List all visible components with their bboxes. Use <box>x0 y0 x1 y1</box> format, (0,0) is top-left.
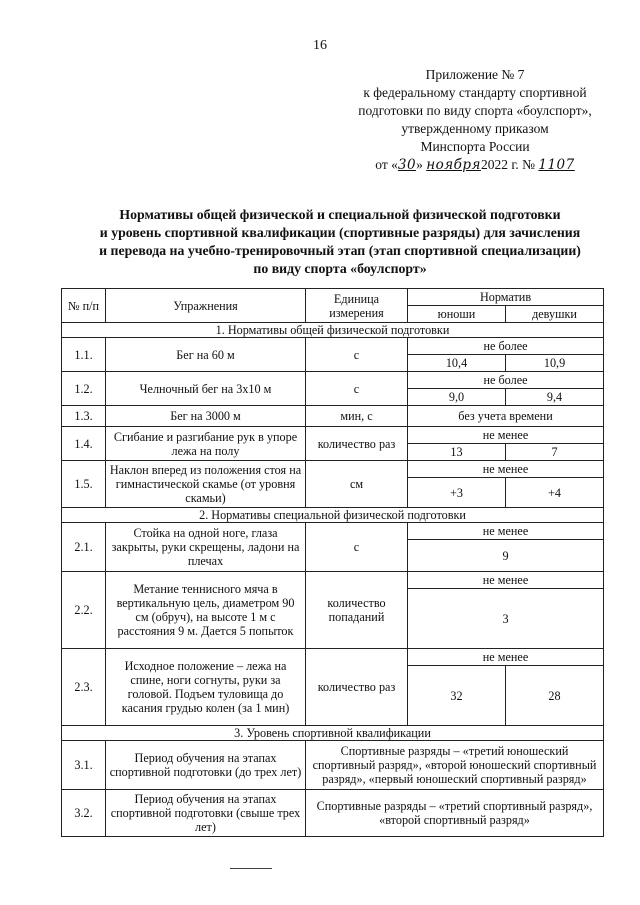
row-unit: с <box>306 523 408 572</box>
row-num: 2.1. <box>62 523 106 572</box>
row-num: 1.4. <box>62 427 106 461</box>
table-row <box>62 790 604 837</box>
row-girls: 10,9 <box>506 355 604 372</box>
date-day: 30 <box>397 157 417 173</box>
row-num: 2.3. <box>62 649 106 726</box>
section-row <box>62 726 604 741</box>
row-unit: с <box>306 338 408 372</box>
row-unit: с <box>306 372 408 406</box>
row-condition: не менее <box>408 572 604 589</box>
table-row <box>62 741 604 790</box>
title-line: по виду спорта «боулспорт» <box>253 261 427 276</box>
row-num: 2.2. <box>62 572 106 649</box>
header-girls: девушки <box>506 306 604 323</box>
title-line: Нормативы общей физической и специальной физической подготовки <box>119 207 561 222</box>
row-condition: не менее <box>408 461 604 478</box>
footer-divider <box>230 868 272 869</box>
row-num: 1.2. <box>62 372 106 406</box>
row-exercise: Наклон вперед из положения стоя на гимнастической скамье (от уровня скамьи) <box>106 461 306 508</box>
row-boys: 9,0 <box>408 389 506 406</box>
table-header-row <box>62 289 604 306</box>
order-number: 1107 <box>538 157 575 173</box>
row-unit: количество попаданий <box>306 572 408 649</box>
row-exercise: Бег на 3000 м <box>106 406 306 427</box>
order-date-line <box>325 156 625 174</box>
row-boys: 13 <box>408 444 506 461</box>
table-row <box>62 649 604 666</box>
row-condition: не менее <box>408 523 604 540</box>
row-girls: 28 <box>506 666 604 726</box>
row-value: Спортивные разряды – «третий юношеский спортивный разряд», «второй юношеский спортивный разряд», «первый юношеский спортивный разряд» <box>306 741 604 790</box>
table-row <box>62 461 604 478</box>
row-condition: не более <box>408 338 604 355</box>
row-condition: не менее <box>408 427 604 444</box>
table-row <box>62 572 604 589</box>
table-row <box>62 523 604 540</box>
row-exercise: Челночный бег на 3х10 м <box>106 372 306 406</box>
row-girls: 7 <box>506 444 604 461</box>
title-line: и перевода на учебно-тренировочный этап (этап спортивной специализации) <box>99 243 581 258</box>
row-exercise: Стойка на одной ноге, глаза закрыты, руки скрещены, ладони на плечах <box>106 523 306 572</box>
appendix-line: Минспорта России <box>420 139 530 154</box>
document-title <box>50 206 630 278</box>
row-exercise: Бег на 60 м <box>106 338 306 372</box>
title-line: и уровень спортивной квалификации (спортивные разряды) для зачисления <box>99 225 581 240</box>
appendix-line: к федеральному стандарту спортивной <box>363 85 587 100</box>
table-row <box>62 427 604 444</box>
appendix-line: утвержденному приказом <box>401 121 549 136</box>
table-row <box>62 406 604 427</box>
header-unit: Единица измерения <box>306 289 408 323</box>
row-unit: количество раз <box>306 649 408 726</box>
row-num: 1.3. <box>62 406 106 427</box>
row-value: без учета времени <box>408 406 604 427</box>
date-prefix: от « <box>375 157 398 172</box>
header-boys: юноши <box>408 306 506 323</box>
row-exercise: Исходное положение – лежа на спине, ноги согнуты, руки за головой. Подъем туловища до касания грудью колен (за 1 мин) <box>106 649 306 726</box>
row-girls: +4 <box>506 478 604 508</box>
date-month: ноября <box>426 157 481 173</box>
row-value: Спортивные разряды – «третий спортивный разряд», «второй спортивный разряд» <box>306 790 604 837</box>
section-row <box>62 323 604 338</box>
row-value: 3 <box>408 589 604 649</box>
section-2-title: 2. Нормативы специальной физической подготовки <box>62 508 604 523</box>
date-year: 2022 г. № <box>480 157 539 172</box>
header-exercise: Упражнения <box>106 289 306 323</box>
section-3-title: 3. Уровень спортивной квалификации <box>62 726 604 741</box>
row-num: 3.2. <box>62 790 106 837</box>
row-unit: см <box>306 461 408 508</box>
row-boys: 10,4 <box>408 355 506 372</box>
row-exercise: Период обучения на этапах спортивной подготовки (до трех лет) <box>106 741 306 790</box>
table-row <box>62 338 604 355</box>
row-boys: +3 <box>408 478 506 508</box>
row-exercise: Период обучения на этапах спортивной подготовки (свыше трех лет) <box>106 790 306 837</box>
row-unit: мин, с <box>306 406 408 427</box>
norms-table <box>61 288 604 837</box>
appendix-line: подготовки по виду спорта «боулспорт», <box>358 103 592 118</box>
row-condition: не более <box>408 372 604 389</box>
header-norm: Норматив <box>408 289 604 306</box>
page-number: 16 <box>313 38 327 53</box>
row-num: 1.5. <box>62 461 106 508</box>
row-condition: не менее <box>408 649 604 666</box>
row-exercise: Метание теннисного мяча в вертикальную цель, диаметром 90 см (обруч), на высоте 1 м с расстояния 9 м. Дается 5 попыток <box>106 572 306 649</box>
section-1-title: 1. Нормативы общей физической подготовки <box>62 323 604 338</box>
row-num: 1.1. <box>62 338 106 372</box>
row-unit: количество раз <box>306 427 408 461</box>
row-value: 9 <box>408 540 604 572</box>
row-num: 3.1. <box>62 741 106 790</box>
table-row <box>62 372 604 389</box>
appendix-title: Приложение № 7 <box>425 67 525 82</box>
section-row <box>62 508 604 523</box>
row-girls: 9,4 <box>506 389 604 406</box>
row-exercise: Сгибание и разгибание рук в упоре лежа на полу <box>106 427 306 461</box>
appendix-block <box>325 66 625 174</box>
header-num: № п/п <box>62 289 106 323</box>
date-mid: » <box>416 157 427 172</box>
row-boys: 32 <box>408 666 506 726</box>
